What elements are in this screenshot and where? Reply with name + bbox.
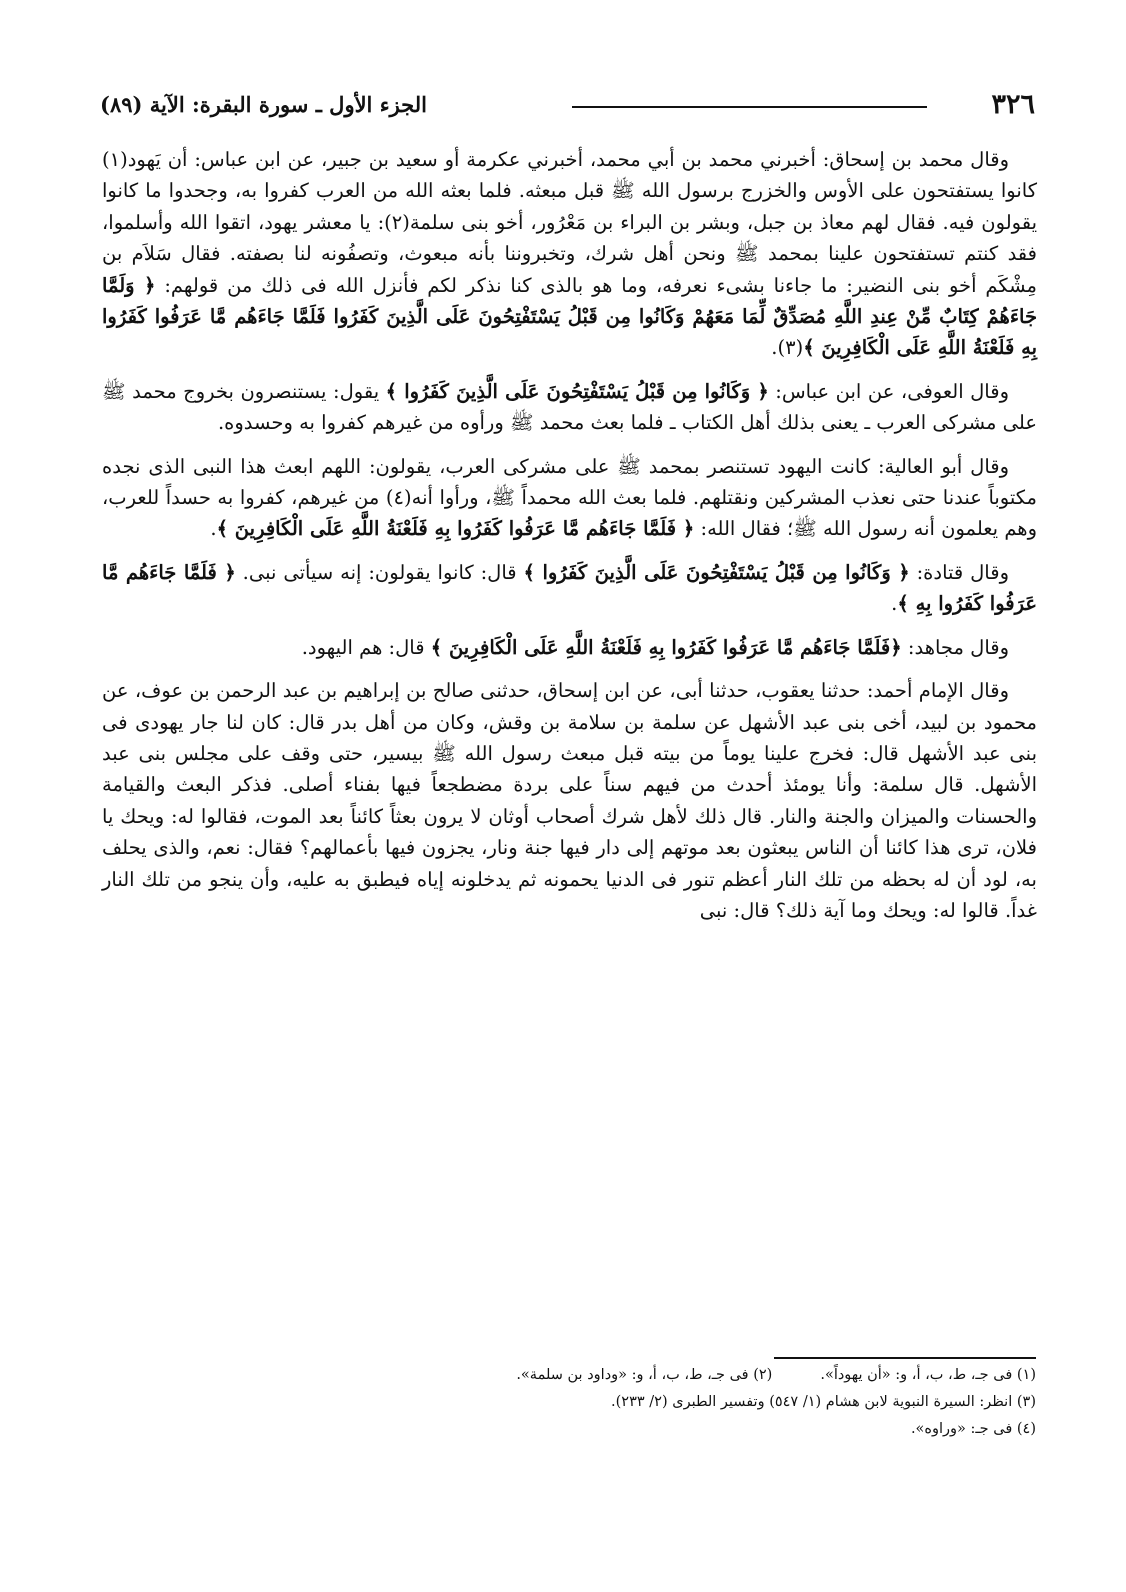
header-rule [572,106,927,108]
paragraph [102,376,1037,439]
paragraph-text: يقول: يستنصرون بخروج محمد ﷺ على مشركى العرب ـ يعنى بذلك أهل الكتاب ـ فلما بعث محمد ﷺ ورأوه من غيرهم كفروا به وحسدوه. [102,379,1037,435]
paragraph-text: وقال الإمام أحمد: حدثنا يعقوب، حدثنا أبى، عن ابن إسحاق، حدثنى صالح بن إبراهيم بن عبد الرحمن بن عوف، عن محمود بن لبيد، أخى بنى عبد الأشهل عن سلمة بن سلامة بن وقش، وكان من أهل بدر قال: كان لنا جار يهودى فى بنى عبد الأشهل قال: فخرج علينا يوماً من بيته قبل مبعث رسول الله ﷺ بيسير، حتى وقف على مجلس بنى عبد الأشهل. قال سلمة: وأنا يومئذ أحدث من فيهم سناً على بردة مضطجعاً فيها بفناء أصلى. فذكر البعث والقيامة والحسنات والميزان والجنة والنار. قال ذلك لأهل شرك أصحاب أوثان لا يرون بعثاً كائناً بعد الموت، فقالوا له: ويحك يا فلان، ترى هذا كائنا أن الناس يبعثون بعد موتهم إلى دار فيها جنة ونار، يجزون فيها بأعمالهم؟ فقال: نعم، والذى يحلف به، لود أن له بحظه من تلك النار أعظم تنور فى الدنيا يحمونه ثم يدخلونه إياه فيطبق به عليه، وأن ينجو من تلك النار غداً. قالوا له: ويحك وما آية ذلك؟ قال: نبى [102,679,1037,922]
quran-verse: ﴿ وَكَانُوا مِن قَبْلُ يَسْتَفْتِحُونَ عَلَى الَّذِينَ كَفَرُوا ﴾ [385,379,769,403]
paragraph [102,144,1037,364]
footnote-row [101,1362,1036,1389]
footnote-4: (٤) فى جـ: «وراوه». [910,1421,1036,1437]
quran-verse: ﴿ فَلَمَّا جَاءَهُم مَّا عَرَفُوا كَفَرُوا بِهِ فَلَعْنَةُ اللَّهِ عَلَى الْكَافِرِينَ ﴾ [216,517,695,541]
paragraph [102,632,1037,663]
quran-verse: ﴿فَلَمَّا جَاءَهُم مَّا عَرَفُوا كَفَرُوا بِهِ فَلَعْنَةُ اللَّهِ عَلَى الْكَافِرِينَ ﴾ [430,635,902,659]
quran-verse: ﴿ وَلَمَّا جَاءَهُمْ كِتَابٌ مِّنْ عِندِ اللَّهِ مُصَدِّقٌ لِّمَا مَعَهُمْ وَكَانُوا مِن قَبْلُ يَسْتَفْتِحُونَ عَلَى الَّذِينَ كَفَرُوا فَلَمَّا جَاءَهُم مَّا عَرَفُوا كَفَرُوا بِهِ فَلَعْنَةُ اللَّهِ عَلَى الْكَافِرِينَ ﴾ [102,273,1037,360]
footnote-3: (٣) انظر: السيرة النبوية لابن هشام (١/ ٥٤٧) وتفسير الطبرى (٢/ ٢٣٣). [611,1394,1036,1410]
paragraph [102,451,1037,545]
main-text [102,144,1037,938]
paragraph-text: وقال العوفى، عن ابن عباس: [768,379,1009,403]
running-header [100,86,1035,126]
paragraph-text: . [891,592,898,616]
paragraph-text: قال: هم اليهود. [301,635,431,659]
paragraph-text: وقال قتادة: [909,560,1009,584]
page-number: ٣٢٦ [991,89,1035,120]
paragraph-text: وقال أبو العالية: كانت اليهود تستنصر بمحمد ﷺ على مشركى العرب، يقولون: اللهم ابعث هذا النبى الذى نجده مكتوباً عندنا حتى نعذب المشركين ونقتلهم. فلما بعث الله محمداً ﷺ، ورأوا أنه(٤) من غيرهم، كفروا به حسداً للعرب، وهم يعلمون أنه رسول الله ﷺ؛ فقال الله: [102,454,1037,541]
footnotes [101,1362,1036,1443]
paragraph-text: قال: كانوا يقولون: إنه سيأتى نبى. [235,560,524,584]
paragraph-text: (٣). [771,336,804,360]
paragraph [102,557,1037,620]
footnote-rule [774,1357,1036,1359]
paragraph-text: وقال مجاهد: [901,635,1009,659]
quran-verse: ﴿ فَلَمَّا جَاءَهُم مَّا عَرَفُوا كَفَرُوا بِهِ ﴾ [102,560,1037,616]
quran-verse: ﴿ وَكَانُوا مِن قَبْلُ يَسْتَفْتِحُونَ عَلَى الَّذِينَ كَفَرُوا ﴾ [523,560,910,584]
paragraph [102,675,1037,926]
footnote-2: (٢) فى جـ، ط، ب، أ، و: «وداود بن سلمة». [516,1367,773,1383]
paragraph-text: . [210,517,217,541]
paragraph-text: وقال محمد بن إسحاق: أخبرني محمد بن أبي محمد، أخبرني عكرمة أو سعيد بن جبير، عن ابن عباس: أن يَهود(١) كانوا يستفتحون على الأوس والخزرج برسول الله ﷺ قبل مبعثه. فلما بعثه الله من العرب كفروا به، وجحدوا ما كانوا يقولون فيه. فقال لهم معاذ بن جبل، وبشر بن البراء بن مَعْرُور، أخو بنى سلمة(٢): يا معشر يهود، اتقوا الله وأسلموا، فقد كنتم تستفتحون علينا بمحمد ﷺ ونحن أهل شرك، وتخبروننا بأنه مبعوث، وتصفُونه لنا بصفته. فقال سَلاَم بن مِشْكَم أخو بنى النضير: ما جاءنا بشىء نعرفه، وما هو بالذى كنا نذكر لكم فأنزل الله فى ذلك من قولهم: [102,148,1037,297]
footnote-1: (١) فى جـ، ط، ب، أ، و: «أن يهوداً». [820,1367,1036,1383]
running-title: الجزء الأول ـ سورة البقرة: الآية (٨٩) [100,92,427,117]
